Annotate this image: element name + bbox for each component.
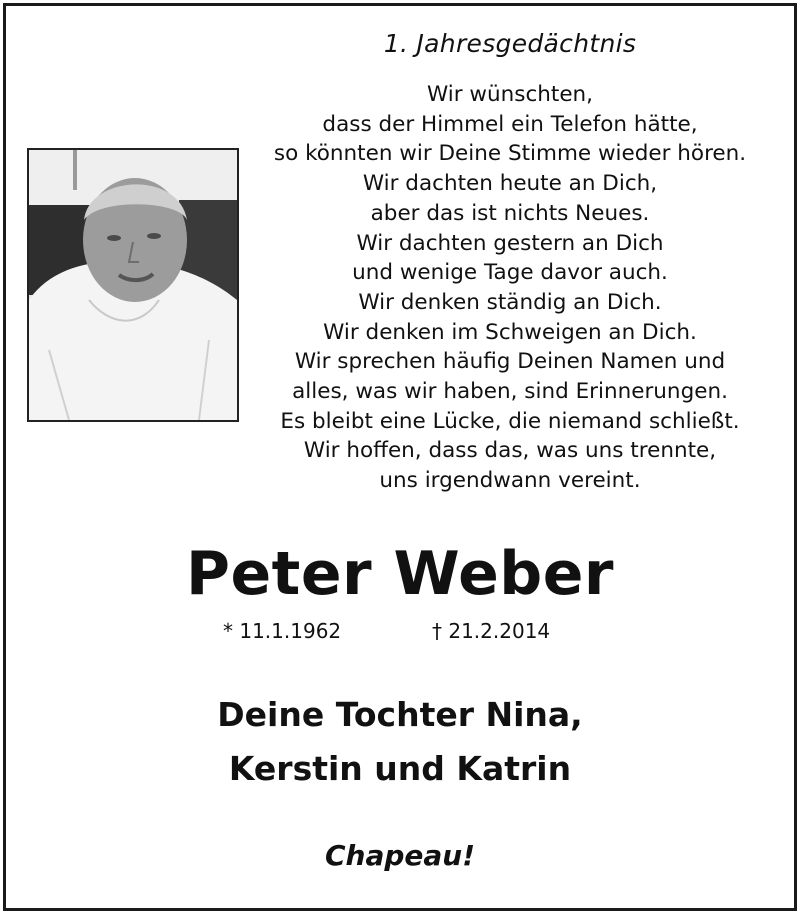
family-signature bbox=[0, 688, 800, 796]
poem-line: Wir dachten gestern an Dich bbox=[356, 230, 664, 256]
memorial-poem bbox=[250, 80, 770, 496]
death-date: † 21.2.2014 bbox=[432, 619, 551, 643]
poem-line: so könnten wir Deine Stimme wieder hören. bbox=[273, 141, 747, 167]
poem-line: alles, was wir haben, sind Erinnerungen. bbox=[292, 379, 728, 405]
poem-line: uns irgendwann vereint. bbox=[379, 468, 641, 494]
poem-line: Wir wünschten, bbox=[426, 82, 594, 107]
poem-line: Wir dachten heute an Dich, bbox=[362, 171, 658, 197]
poem-line: Wir hoffen, dass das, was uns trennte, bbox=[303, 438, 717, 464]
family-line: Kerstin und Katrin bbox=[228, 749, 572, 788]
birth-date: * 11.1.1962 bbox=[223, 619, 342, 643]
family-line: Deine Tochter Nina, bbox=[217, 695, 583, 734]
portrait-photo bbox=[27, 148, 239, 422]
poem-line: und wenige Tage davor auch. bbox=[352, 260, 668, 286]
poem-line: Wir sprechen häufig Deinen Namen und bbox=[294, 349, 726, 375]
deceased-name: Peter Weber bbox=[186, 539, 614, 609]
anniversary-title: 1. Jahresgedächtnis bbox=[383, 29, 637, 58]
poem-line: Wir denken im Schweigen an Dich. bbox=[323, 319, 697, 345]
poem-line: Es bleibt eine Lücke, die niemand schließt. bbox=[280, 408, 740, 434]
poem-line: dass der Himmel ein Telefon hätte, bbox=[322, 111, 698, 137]
closing-word: Chapeau! bbox=[324, 839, 475, 872]
poem-line: aber das ist nichts Neues. bbox=[370, 200, 650, 226]
poem-line: Wir denken ständig an Dich. bbox=[358, 289, 662, 315]
